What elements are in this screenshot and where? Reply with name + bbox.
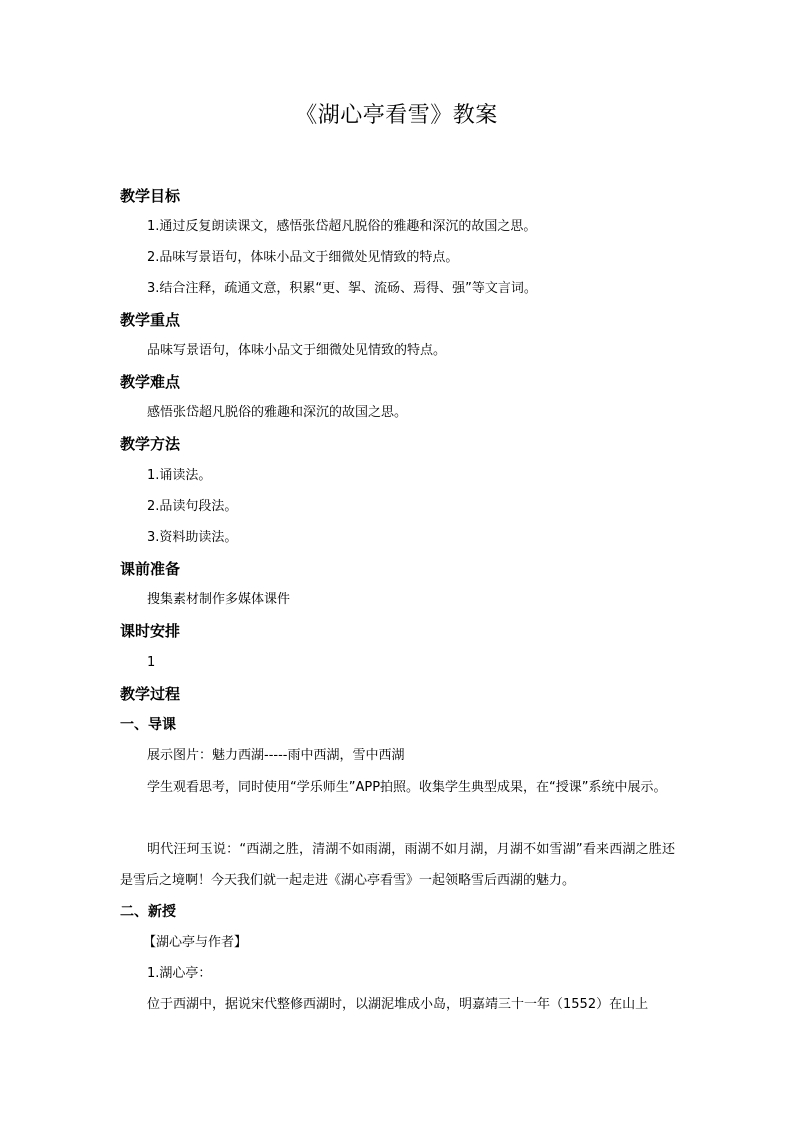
document-title: 《湖心亭看雪》教案	[295, 103, 498, 128]
heading-schedule: 课时安排	[120, 622, 181, 640]
goal-item-3: 3.结合注释，疏通文意，积累“更、挐、流砀、焉得、强”等文言词。	[147, 281, 537, 296]
new-lesson-paragraph-1: 位于西湖中，据说宋代整修西湖时，以湖泥堆成小岛，明嘉靖三十一年（1552）在山上	[147, 997, 649, 1012]
heading-difficulties: 教学难点	[120, 373, 181, 391]
new-lesson-item-1: 1.湖心亭：	[147, 966, 212, 981]
subheading-new-lesson: 二、新授	[120, 904, 176, 920]
bracket-title-pavilion-author: 【湖心亭与作者】	[143, 935, 248, 950]
schedule-text: 1	[147, 655, 156, 670]
heading-teaching-goals: 教学目标	[120, 187, 181, 205]
method-item-3: 3.资料助读法。	[147, 530, 238, 545]
intro-paragraph-3: 明代汪珂玉说：“西湖之胜，清湖不如雨湖，雨湖不如月湖，月湖不如雪湖”看来西湖之胜还是雪后之境啊！今天我们就一起走进《湖心亭看雪》一起领略雪后西湖的魅力。	[120, 842, 675, 888]
heading-key-points: 教学重点	[120, 311, 181, 329]
heading-preparation: 课前准备	[120, 560, 181, 578]
subheading-introduction: 一、导课	[120, 717, 176, 733]
heading-teaching-process: 教学过程	[120, 685, 181, 703]
method-item-1: 1.诵读法。	[147, 468, 212, 483]
preparation-text: 搜集素材制作多媒体课件	[147, 592, 291, 607]
goal-item-1: 1.通过反复朗读课文，感悟张岱超凡脱俗的雅趣和深沉的故国之思。	[147, 219, 537, 234]
goal-item-2: 2.品味写景语句，体味小品文于细微处见情致的特点。	[147, 250, 459, 265]
heading-teaching-methods: 教学方法	[120, 435, 181, 453]
intro-paragraph-2: 学生观看思考，同时使用“学乐师生”APP拍照。收集学生典型成果，在“授课”系统中展示。	[147, 780, 667, 795]
method-item-2: 2.品读句段法。	[147, 499, 238, 514]
difficulties-text: 感悟张岱超凡脱俗的雅趣和深沉的故国之思。	[147, 405, 408, 420]
key-points-text: 品味写景语句，体味小品文于细微处见情致的特点。	[147, 343, 447, 358]
intro-paragraph-1: 展示图片：魅力西湖-----雨中西湖，雪中西湖	[147, 748, 405, 763]
